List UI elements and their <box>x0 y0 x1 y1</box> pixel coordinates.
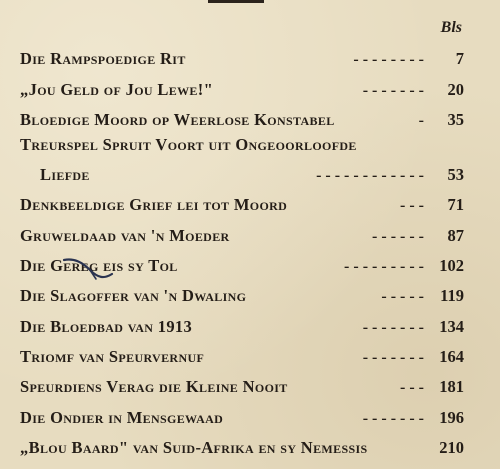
entry-page-number: 35 <box>447 109 464 129</box>
toc-entry <box>20 282 464 312</box>
entry-title: Bloedige Moord op Weerlose Konstabel <box>20 109 335 129</box>
leader-dots: - - - - - <box>381 288 424 306</box>
entry-title: Die Rampspoedige Rit <box>20 49 186 69</box>
entry-page-number: 181 <box>439 377 464 397</box>
entry-title: „Blou Baard" van Suid-Afrika en sy Nemessis <box>20 437 368 457</box>
toc-entry <box>20 403 464 433</box>
entry-page-number: 196 <box>439 407 464 427</box>
leader-dots: - <box>418 111 424 129</box>
toc-entry <box>20 136 464 161</box>
entry-title: Denkbeeldige Grief lei tot Moord <box>20 195 288 215</box>
leader-dots: - - - - - - - - - - - - <box>316 167 424 185</box>
entry-title: „Jou Geld of Jou Lewe!" <box>20 79 214 99</box>
entry-page-number: 87 <box>447 225 464 245</box>
entry-page-number: 7 <box>455 49 464 69</box>
top-rule <box>208 0 264 3</box>
toc-entry <box>20 373 464 403</box>
entry-page-number: 119 <box>440 286 464 306</box>
entry-title: Die Slagoffer van 'n Dwaling <box>20 286 247 306</box>
entry-page-number: 164 <box>439 346 464 366</box>
entry-page-number: 20 <box>447 79 464 99</box>
toc-entry <box>20 191 464 221</box>
leader-dots: - - - - - - - <box>362 348 424 366</box>
toc-entry <box>20 75 464 105</box>
toc-entry-continuation <box>20 161 464 191</box>
page-column-label: Bls <box>440 19 462 36</box>
entry-title: Liefde <box>40 165 90 185</box>
entry-page-number: 71 <box>447 195 464 215</box>
entry-title: Die Ondier in Mensgewaad <box>20 407 224 427</box>
leader-dots: - - - - - - - <box>362 81 424 99</box>
leader-dots: - - - - - - - - <box>353 51 424 69</box>
toc-entry <box>20 312 464 342</box>
entry-title: Triomf van Speurvernuf <box>20 346 205 366</box>
entry-title: Speurdiens Verag die Kleine Nooit <box>20 377 288 397</box>
leader-dots: - - - - - - - <box>362 318 424 336</box>
leader-dots: - - - <box>400 379 424 397</box>
leader-dots: - - - - - - - <box>362 409 424 427</box>
leader-dots: - - - - - - - - - <box>344 258 424 276</box>
toc-entry <box>20 434 464 464</box>
entry-page-number: 134 <box>439 316 464 336</box>
entry-title: Treurspel Spruit Voort uit Ongeoorloofde <box>20 134 357 154</box>
leader-dots: - - - <box>400 197 424 215</box>
entry-page-number: 210 <box>439 437 464 457</box>
toc-entry <box>20 343 464 373</box>
entry-title: Die Bloedbad van 1913 <box>20 316 193 336</box>
entry-title: Gruweldaad van 'n Moeder <box>20 225 230 245</box>
toc-entry <box>20 221 464 251</box>
toc-entry <box>20 106 464 136</box>
entry-page-number: 53 <box>447 165 464 185</box>
leader-dots: - - - - - - <box>372 227 424 245</box>
entry-title: Die Gereg eis sy Tol <box>20 256 178 276</box>
toc-entry <box>20 45 464 75</box>
entry-page-number: 102 <box>439 256 464 276</box>
toc-entry <box>20 252 464 282</box>
table-of-contents <box>20 45 464 464</box>
